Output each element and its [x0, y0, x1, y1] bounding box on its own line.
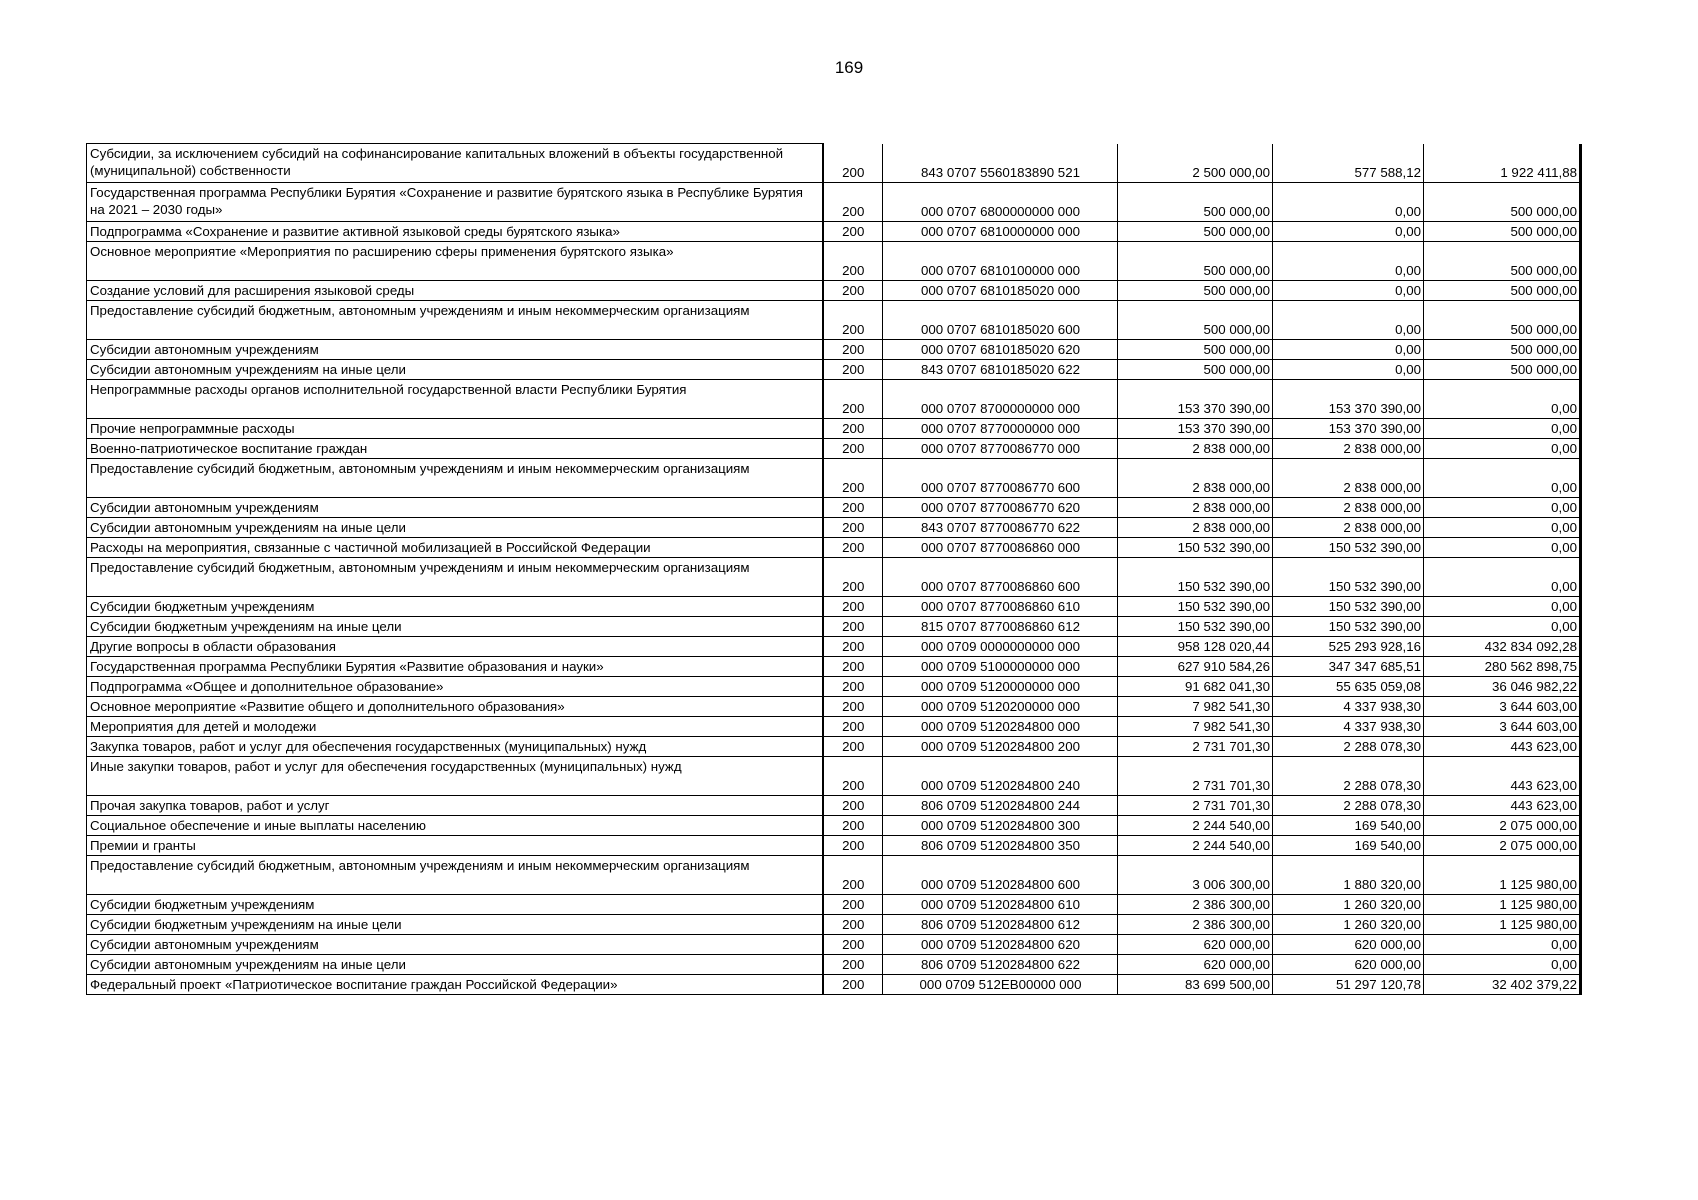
row-code-cell: 200 — [823, 737, 883, 757]
row-classification-code-cell: 000 0707 6810185020 600 — [883, 301, 1118, 340]
row-value-3-cell: 2 075 000,00 — [1424, 836, 1581, 856]
table-row — [87, 222, 1581, 242]
row-code-cell: 200 — [823, 697, 883, 717]
table-row — [87, 836, 1581, 856]
row-value-2-cell: 1 880 320,00 — [1273, 856, 1424, 895]
row-value-1-cell: 2 731 701,30 — [1118, 737, 1273, 757]
row-classification-code-cell: 000 0707 8770086770 000 — [883, 439, 1118, 459]
row-name-cell: Субсидии, за исключением субсидий на софинансирование капитальных вложений в объекты государственной (муниципальной) собственности — [87, 144, 823, 183]
row-name-cell: Субсидии бюджетным учреждениям на иные цели — [87, 915, 823, 935]
row-value-1-cell: 153 370 390,00 — [1118, 380, 1273, 419]
table-row — [87, 380, 1581, 419]
row-value-3-cell: 500 000,00 — [1424, 281, 1581, 301]
table-row — [87, 183, 1581, 222]
row-name-cell: Предоставление субсидий бюджетным, автономным учреждениям и иным некоммерческим организациям — [87, 459, 823, 498]
row-value-2-cell: 153 370 390,00 — [1273, 380, 1424, 419]
row-value-1-cell: 620 000,00 — [1118, 935, 1273, 955]
row-value-1-cell: 500 000,00 — [1118, 183, 1273, 222]
row-name-cell: Социальное обеспечение и иные выплаты населению — [87, 816, 823, 836]
row-code-cell: 200 — [823, 975, 883, 995]
row-value-2-cell: 2 288 078,30 — [1273, 737, 1424, 757]
row-value-3-cell: 1 922 411,88 — [1424, 144, 1581, 183]
row-value-1-cell: 2 244 540,00 — [1118, 836, 1273, 856]
row-value-3-cell: 0,00 — [1424, 439, 1581, 459]
row-classification-code-cell: 000 0709 5120284800 200 — [883, 737, 1118, 757]
table-row — [87, 856, 1581, 895]
row-name-cell: Государственная программа Республики Бурятия «Сохранение и развитие бурятского языка в Республике Бурятия на 2021 – 2030 годы» — [87, 183, 823, 222]
row-classification-code-cell: 806 0709 5120284800 350 — [883, 836, 1118, 856]
row-code-cell: 200 — [823, 380, 883, 419]
row-classification-code-cell: 000 0707 6810100000 000 — [883, 242, 1118, 281]
row-code-cell: 200 — [823, 657, 883, 677]
row-value-1-cell: 2 838 000,00 — [1118, 498, 1273, 518]
row-value-2-cell: 620 000,00 — [1273, 935, 1424, 955]
row-code-cell: 200 — [823, 836, 883, 856]
row-classification-code-cell: 806 0709 5120284800 612 — [883, 915, 1118, 935]
row-classification-code-cell: 000 0709 0000000000 000 — [883, 637, 1118, 657]
row-value-2-cell: 55 635 059,08 — [1273, 677, 1424, 697]
row-value-2-cell: 4 337 938,30 — [1273, 717, 1424, 737]
row-name-cell: Основное мероприятие «Мероприятия по расширению сферы применения бурятского языка» — [87, 242, 823, 281]
row-value-2-cell: 1 260 320,00 — [1273, 915, 1424, 935]
row-code-cell: 200 — [823, 183, 883, 222]
row-value-3-cell: 0,00 — [1424, 955, 1581, 975]
table-row — [87, 301, 1581, 340]
row-value-3-cell: 280 562 898,75 — [1424, 657, 1581, 677]
row-classification-code-cell: 000 0709 5120284800 300 — [883, 816, 1118, 836]
row-code-cell: 200 — [823, 955, 883, 975]
row-classification-code-cell: 000 0709 5120284800 240 — [883, 757, 1118, 796]
row-classification-code-cell: 000 0707 8770086860 600 — [883, 558, 1118, 597]
row-code-cell: 200 — [823, 242, 883, 281]
row-code-cell: 200 — [823, 144, 883, 183]
row-code-cell: 200 — [823, 757, 883, 796]
table-row — [87, 657, 1581, 677]
row-name-cell: Субсидии бюджетным учреждениям — [87, 597, 823, 617]
row-code-cell: 200 — [823, 935, 883, 955]
table-row — [87, 144, 1581, 183]
row-name-cell: Субсидии автономным учреждениям на иные цели — [87, 360, 823, 380]
row-classification-code-cell: 000 0707 8770086860 000 — [883, 538, 1118, 558]
row-classification-code-cell: 843 0707 8770086770 622 — [883, 518, 1118, 538]
row-code-cell: 200 — [823, 518, 883, 538]
row-value-2-cell: 0,00 — [1273, 360, 1424, 380]
row-code-cell: 200 — [823, 222, 883, 242]
row-name-cell: Закупка товаров, работ и услуг для обеспечения государственных (муниципальных) нужд — [87, 737, 823, 757]
row-classification-code-cell: 843 0707 6810185020 622 — [883, 360, 1118, 380]
row-value-2-cell: 2 838 000,00 — [1273, 439, 1424, 459]
row-name-cell: Военно-патриотическое воспитание граждан — [87, 439, 823, 459]
row-value-1-cell: 2 838 000,00 — [1118, 439, 1273, 459]
row-classification-code-cell: 000 0707 6810185020 620 — [883, 340, 1118, 360]
row-name-cell: Расходы на мероприятия, связанные с частичной мобилизацией в Российской Федерации — [87, 538, 823, 558]
row-value-3-cell: 0,00 — [1424, 558, 1581, 597]
row-name-cell: Субсидии автономным учреждениям — [87, 498, 823, 518]
row-value-1-cell: 2 731 701,30 — [1118, 796, 1273, 816]
row-value-3-cell: 0,00 — [1424, 538, 1581, 558]
row-value-1-cell: 150 532 390,00 — [1118, 558, 1273, 597]
row-code-cell: 200 — [823, 498, 883, 518]
table-row — [87, 419, 1581, 439]
row-value-2-cell: 0,00 — [1273, 222, 1424, 242]
table-row — [87, 697, 1581, 717]
row-value-2-cell: 4 337 938,30 — [1273, 697, 1424, 717]
row-name-cell: Иные закупки товаров, работ и услуг для обеспечения государственных (муниципальных) нужд — [87, 757, 823, 796]
row-value-2-cell: 0,00 — [1273, 183, 1424, 222]
row-name-cell: Предоставление субсидий бюджетным, автономным учреждениям и иным некоммерческим организациям — [87, 856, 823, 895]
table-row — [87, 915, 1581, 935]
table-row — [87, 757, 1581, 796]
row-value-3-cell: 500 000,00 — [1424, 242, 1581, 281]
row-value-3-cell: 0,00 — [1424, 935, 1581, 955]
table-row — [87, 935, 1581, 955]
row-name-cell: Основное мероприятие «Развитие общего и дополнительного образования» — [87, 697, 823, 717]
row-value-1-cell: 153 370 390,00 — [1118, 419, 1273, 439]
row-value-3-cell: 500 000,00 — [1424, 222, 1581, 242]
row-value-1-cell: 7 982 541,30 — [1118, 697, 1273, 717]
row-value-3-cell: 2 075 000,00 — [1424, 816, 1581, 836]
table-row — [87, 242, 1581, 281]
row-code-cell: 200 — [823, 538, 883, 558]
row-value-1-cell: 2 731 701,30 — [1118, 757, 1273, 796]
row-value-2-cell: 2 288 078,30 — [1273, 796, 1424, 816]
row-name-cell: Создание условий для расширения языковой среды — [87, 281, 823, 301]
row-value-1-cell: 3 006 300,00 — [1118, 856, 1273, 895]
row-code-cell: 200 — [823, 340, 883, 360]
row-name-cell: Премии и гранты — [87, 836, 823, 856]
row-value-3-cell: 32 402 379,22 — [1424, 975, 1581, 995]
table-row — [87, 597, 1581, 617]
row-name-cell: Федеральный проект «Патриотическое воспитание граждан Российской Федерации» — [87, 975, 823, 995]
page-number: 169 — [834, 58, 864, 77]
table-row — [87, 538, 1581, 558]
row-value-3-cell: 0,00 — [1424, 617, 1581, 637]
table-row — [87, 816, 1581, 836]
row-value-1-cell: 2 386 300,00 — [1118, 915, 1273, 935]
row-value-1-cell: 2 386 300,00 — [1118, 895, 1273, 915]
row-value-3-cell: 500 000,00 — [1424, 301, 1581, 340]
row-classification-code-cell: 000 0707 8770086770 600 — [883, 459, 1118, 498]
row-name-cell: Подпрограмма «Общее и дополнительное образование» — [87, 677, 823, 697]
row-name-cell: Подпрограмма «Сохранение и развитие активной языковой среды бурятского языка» — [87, 222, 823, 242]
row-value-3-cell: 443 623,00 — [1424, 796, 1581, 816]
row-name-cell: Субсидии автономным учреждениям на иные цели — [87, 518, 823, 538]
row-classification-code-cell: 000 0709 5120284800 000 — [883, 717, 1118, 737]
row-value-3-cell: 443 623,00 — [1424, 737, 1581, 757]
row-value-2-cell: 2 838 000,00 — [1273, 498, 1424, 518]
row-code-cell: 200 — [823, 895, 883, 915]
table-row — [87, 498, 1581, 518]
row-value-3-cell: 1 125 980,00 — [1424, 895, 1581, 915]
row-name-cell: Субсидии автономным учреждениям на иные цели — [87, 955, 823, 975]
row-value-2-cell: 347 347 685,51 — [1273, 657, 1424, 677]
row-name-cell: Субсидии бюджетным учреждениям — [87, 895, 823, 915]
row-value-2-cell: 2 288 078,30 — [1273, 757, 1424, 796]
table-row — [87, 955, 1581, 975]
row-code-cell: 200 — [823, 856, 883, 895]
row-name-cell: Прочая закупка товаров, работ и услуг — [87, 796, 823, 816]
row-value-1-cell: 2 244 540,00 — [1118, 816, 1273, 836]
row-name-cell: Мероприятия для детей и молодежи — [87, 717, 823, 737]
row-code-cell: 200 — [823, 796, 883, 816]
row-code-cell: 200 — [823, 597, 883, 617]
row-code-cell: 200 — [823, 439, 883, 459]
row-value-2-cell: 150 532 390,00 — [1273, 597, 1424, 617]
row-value-1-cell: 500 000,00 — [1118, 242, 1273, 281]
row-code-cell: 200 — [823, 915, 883, 935]
row-value-3-cell: 432 834 092,28 — [1424, 637, 1581, 657]
row-name-cell: Субсидии автономным учреждениям — [87, 340, 823, 360]
row-value-1-cell: 91 682 041,30 — [1118, 677, 1273, 697]
row-value-2-cell: 169 540,00 — [1273, 836, 1424, 856]
row-classification-code-cell: 000 0709 5120284800 600 — [883, 856, 1118, 895]
table-row — [87, 717, 1581, 737]
table-row — [87, 617, 1581, 637]
row-classification-code-cell: 000 0707 8770000000 000 — [883, 419, 1118, 439]
table-row — [87, 558, 1581, 597]
row-value-3-cell: 3 644 603,00 — [1424, 697, 1581, 717]
row-classification-code-cell: 000 0709 512EB00000 000 — [883, 975, 1118, 995]
row-value-1-cell: 2 838 000,00 — [1118, 518, 1273, 538]
row-classification-code-cell: 815 0707 8770086860 612 — [883, 617, 1118, 637]
row-name-cell: Другие вопросы в области образования — [87, 637, 823, 657]
row-value-2-cell: 2 838 000,00 — [1273, 459, 1424, 498]
row-value-1-cell: 627 910 584,26 — [1118, 657, 1273, 677]
row-value-1-cell: 150 532 390,00 — [1118, 617, 1273, 637]
row-value-3-cell: 0,00 — [1424, 459, 1581, 498]
row-name-cell: Непрограммные расходы органов исполнительной государственной власти Республики Бурятия — [87, 380, 823, 419]
row-classification-code-cell: 000 0707 6810185020 000 — [883, 281, 1118, 301]
row-code-cell: 200 — [823, 419, 883, 439]
row-value-2-cell: 620 000,00 — [1273, 955, 1424, 975]
row-classification-code-cell: 000 0707 8770086770 620 — [883, 498, 1118, 518]
row-value-2-cell: 150 532 390,00 — [1273, 538, 1424, 558]
table-row — [87, 439, 1581, 459]
row-value-1-cell: 2 500 000,00 — [1118, 144, 1273, 183]
row-value-3-cell: 500 000,00 — [1424, 183, 1581, 222]
table-row — [87, 637, 1581, 657]
table-row — [87, 360, 1581, 380]
row-code-cell: 200 — [823, 637, 883, 657]
row-code-cell: 200 — [823, 677, 883, 697]
row-value-3-cell: 36 046 982,22 — [1424, 677, 1581, 697]
table-row — [87, 518, 1581, 538]
row-classification-code-cell: 000 0707 6800000000 000 — [883, 183, 1118, 222]
row-classification-code-cell: 000 0709 5120200000 000 — [883, 697, 1118, 717]
row-value-1-cell: 2 838 000,00 — [1118, 459, 1273, 498]
table-row — [87, 281, 1581, 301]
table-row — [87, 340, 1581, 360]
row-value-1-cell: 150 532 390,00 — [1118, 538, 1273, 558]
row-value-1-cell: 83 699 500,00 — [1118, 975, 1273, 995]
table-row — [87, 737, 1581, 757]
row-name-cell: Прочие непрограммные расходы — [87, 419, 823, 439]
row-value-3-cell: 500 000,00 — [1424, 340, 1581, 360]
row-value-2-cell: 0,00 — [1273, 301, 1424, 340]
row-code-cell: 200 — [823, 459, 883, 498]
row-classification-code-cell: 843 0707 5560183890 521 — [883, 144, 1118, 183]
row-classification-code-cell: 000 0707 8700000000 000 — [883, 380, 1118, 419]
row-classification-code-cell: 000 0709 5120284800 610 — [883, 895, 1118, 915]
row-value-1-cell: 500 000,00 — [1118, 360, 1273, 380]
row-value-2-cell: 0,00 — [1273, 242, 1424, 281]
row-classification-code-cell: 000 0707 6810000000 000 — [883, 222, 1118, 242]
row-code-cell: 200 — [823, 816, 883, 836]
row-name-cell: Предоставление субсидий бюджетным, автономным учреждениям и иным некоммерческим организациям — [87, 558, 823, 597]
row-value-3-cell: 3 644 603,00 — [1424, 717, 1581, 737]
row-value-2-cell: 0,00 — [1273, 340, 1424, 360]
table-row — [87, 459, 1581, 498]
row-value-2-cell: 2 838 000,00 — [1273, 518, 1424, 538]
row-code-cell: 200 — [823, 301, 883, 340]
row-value-3-cell: 0,00 — [1424, 597, 1581, 617]
row-value-1-cell: 150 532 390,00 — [1118, 597, 1273, 617]
row-value-3-cell: 1 125 980,00 — [1424, 856, 1581, 895]
table-row — [87, 796, 1581, 816]
row-value-3-cell: 500 000,00 — [1424, 360, 1581, 380]
row-value-2-cell: 577 588,12 — [1273, 144, 1424, 183]
row-value-1-cell: 958 128 020,44 — [1118, 637, 1273, 657]
row-code-cell: 200 — [823, 281, 883, 301]
row-value-2-cell: 153 370 390,00 — [1273, 419, 1424, 439]
row-value-3-cell: 1 125 980,00 — [1424, 915, 1581, 935]
row-value-1-cell: 620 000,00 — [1118, 955, 1273, 975]
row-classification-code-cell: 000 0707 8770086860 610 — [883, 597, 1118, 617]
row-classification-code-cell: 000 0709 5100000000 000 — [883, 657, 1118, 677]
row-value-1-cell: 7 982 541,30 — [1118, 717, 1273, 737]
row-value-2-cell: 525 293 928,16 — [1273, 637, 1424, 657]
row-value-1-cell: 500 000,00 — [1118, 340, 1273, 360]
row-classification-code-cell: 000 0709 5120284800 620 — [883, 935, 1118, 955]
row-value-1-cell: 500 000,00 — [1118, 222, 1273, 242]
table-row — [87, 975, 1581, 995]
row-classification-code-cell: 806 0709 5120284800 244 — [883, 796, 1118, 816]
row-classification-code-cell: 806 0709 5120284800 622 — [883, 955, 1118, 975]
row-value-2-cell: 1 260 320,00 — [1273, 895, 1424, 915]
row-name-cell: Субсидии автономным учреждениям — [87, 935, 823, 955]
table-row — [87, 895, 1581, 915]
row-value-3-cell: 443 623,00 — [1424, 757, 1581, 796]
table-row — [87, 677, 1581, 697]
row-value-2-cell: 51 297 120,78 — [1273, 975, 1424, 995]
row-value-3-cell: 0,00 — [1424, 380, 1581, 419]
row-code-cell: 200 — [823, 617, 883, 637]
row-value-1-cell: 500 000,00 — [1118, 281, 1273, 301]
row-code-cell: 200 — [823, 717, 883, 737]
row-value-3-cell: 0,00 — [1424, 518, 1581, 538]
budget-table — [86, 143, 1582, 995]
row-value-1-cell: 500 000,00 — [1118, 301, 1273, 340]
row-value-3-cell: 0,00 — [1424, 419, 1581, 439]
row-name-cell: Предоставление субсидий бюджетным, автономным учреждениям и иным некоммерческим организациям — [87, 301, 823, 340]
row-value-2-cell: 150 532 390,00 — [1273, 558, 1424, 597]
row-code-cell: 200 — [823, 558, 883, 597]
row-name-cell: Государственная программа Республики Бурятия «Развитие образования и науки» — [87, 657, 823, 677]
row-code-cell: 200 — [823, 360, 883, 380]
row-value-2-cell: 150 532 390,00 — [1273, 617, 1424, 637]
row-classification-code-cell: 000 0709 5120000000 000 — [883, 677, 1118, 697]
budget-table-body — [87, 144, 1581, 995]
row-value-2-cell: 169 540,00 — [1273, 816, 1424, 836]
row-value-2-cell: 0,00 — [1273, 281, 1424, 301]
row-name-cell: Субсидии бюджетным учреждениям на иные цели — [87, 617, 823, 637]
row-value-3-cell: 0,00 — [1424, 498, 1581, 518]
